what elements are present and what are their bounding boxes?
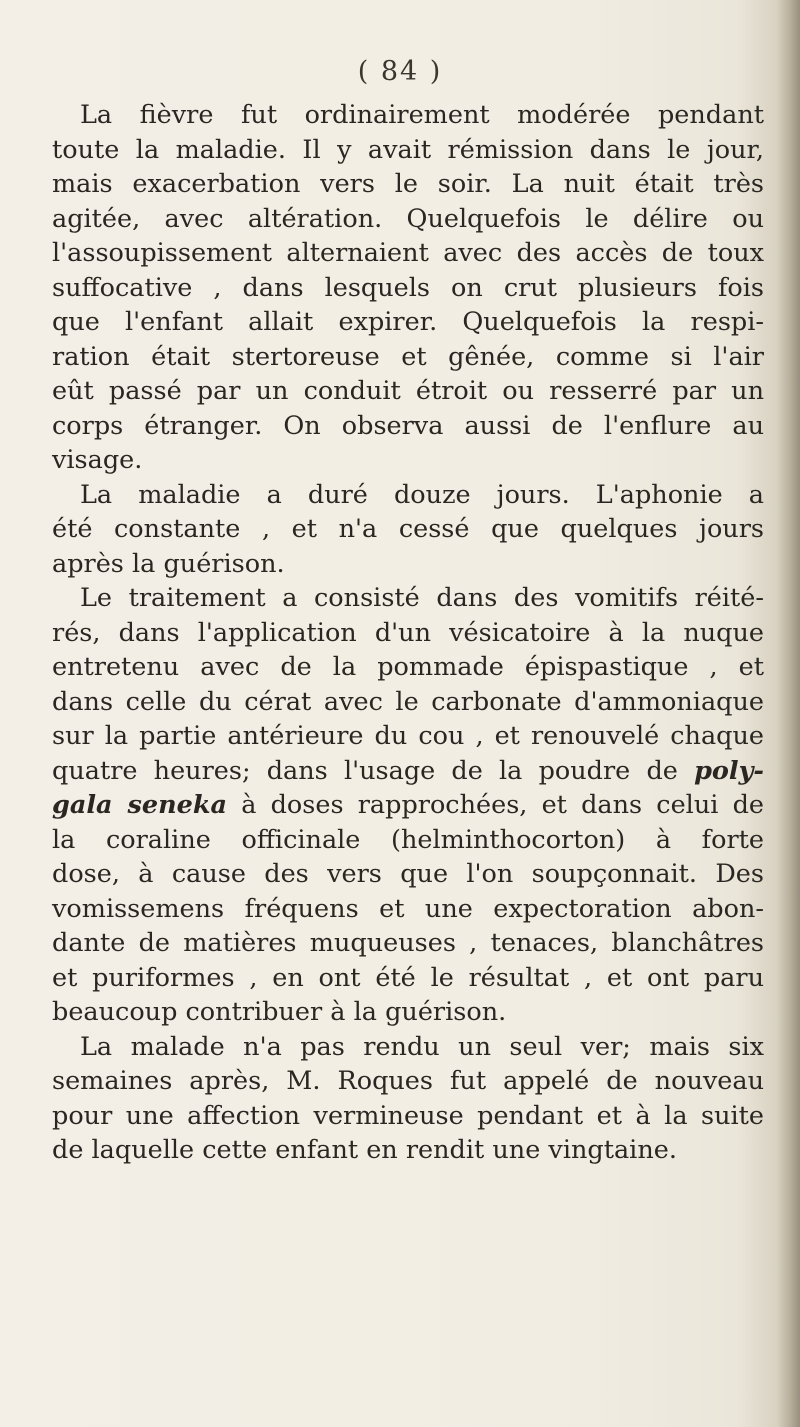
line-text: vomissemens fréquens et une expectoration abon- [52,893,764,924]
text-line [52,823,764,858]
text-line [52,409,764,444]
text-line [52,133,764,168]
line-text: entretenu avec de la pommade épispastique , et [52,652,764,682]
line-text: après la guérison. [52,548,285,579]
text-line [52,478,764,513]
text-line [52,616,764,651]
line-text: à doses rapprochées, et dans celui de [241,790,764,820]
text-line [52,788,764,823]
paragraph-relapse [52,1030,764,1168]
line-text: et puriformes , en ont été le résultat , et ont paru [52,962,764,993]
line-text: La malade n'a pas rendu un seul ver; mais six [80,1031,764,1062]
text-line [52,1099,764,1134]
text-line [52,685,764,720]
line-text: dans celle du cérat avec le carbonate d'ammoniaque [52,686,764,717]
text-line [52,547,764,582]
line-text: dose, à cause des vers que l'on soupçonnait. Des [52,859,764,889]
line-text: toute la maladie. Il y avait rémission dans le jour, [52,134,764,165]
line-text: agitée, avec altération. Quelquefois le délire ou [52,203,764,234]
line-text: de laquelle cette enfant en rendit une vingtaine. [52,1135,677,1165]
text-line [52,271,764,306]
text-line [52,374,764,409]
line-text: été constante , et n'a cessé que quelques jours [52,514,764,544]
line-text: dante de matières muqueuses , tenaces, blanchâtres [52,928,764,958]
body-text [52,98,764,1168]
text-line [52,443,764,478]
line-text: La fièvre fut ordinairement modérée pendant [80,100,764,130]
text-line [52,305,764,340]
paragraph-fever [52,98,764,478]
line-text: Le traitement a consisté dans des vomitifs réité- [80,583,764,613]
text-line [52,719,764,754]
line-text: rés, dans l'application d'un vésicatoire à la nuque [52,617,764,648]
paragraph-duration [52,478,764,582]
text-line [52,1030,764,1065]
line-text: beaucoup contribuer à la guérison. [52,997,507,1027]
page-gutter-shadow [778,0,800,1427]
text-line [52,926,764,961]
line-text: pour une affection vermineuse pendant et à la suite [52,1100,764,1131]
line-text: mais exacerbation vers le soir. La nuit était très [52,169,764,199]
text-line [52,512,764,547]
text-line [52,961,764,996]
text-line [52,650,764,685]
text-line [52,857,764,892]
text-line [52,98,764,133]
line-text: eût passé par un conduit étroit ou resserré par un [52,376,764,406]
line-text: visage. [52,445,143,475]
line-text: l'assoupissement alternaient avec des accès de toux [52,238,764,268]
text-line [52,167,764,202]
line-text: semaines après, M. Roques fut appelé de nouveau [52,1066,764,1096]
text-line [52,1064,764,1099]
text-line [52,236,764,271]
line-text: La maladie a duré douze jours. L'aphonie a [80,479,764,510]
text-line [52,892,764,927]
line-text: sur la partie antérieure du cou , et renouvelé chaque [52,721,764,751]
line-text: que l'enfant allait expirer. Quelquefois la respi- [52,307,764,337]
page-number: ( 84 ) [357,56,443,87]
text-line [52,995,764,1030]
text-line [52,754,764,789]
text-line [52,340,764,375]
species-name-italic: gala seneka [52,790,228,820]
line-text: ration était stertoreuse et gênée, comme si l'air [52,341,764,372]
text-line [52,1133,764,1168]
text-line [52,202,764,237]
line-text: corps étranger. On observa aussi de l'enflure au [52,410,764,441]
line-text: la coraline officinale (helminthocorton) à forte [52,824,764,855]
text-line [52,581,764,616]
paragraph-treatment [52,581,764,1030]
line-text: quatre heures; dans l'usage de la poudre de [52,755,678,786]
species-name-italic: poly- [694,755,764,786]
line-text: suffocative , dans lesquels on crut plusieurs fois [52,272,764,303]
